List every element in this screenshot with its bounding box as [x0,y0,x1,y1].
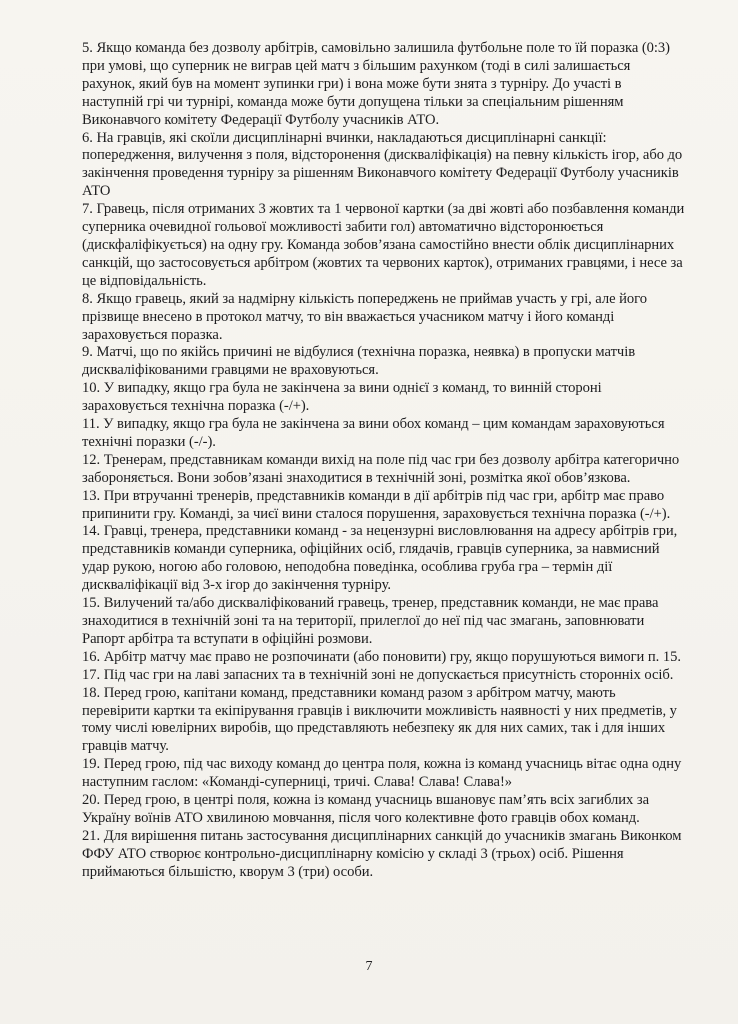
paragraph-item-21: 21. Для вирішення питань застосування дисциплінарних санкцій до учасників змагань Виконком ФФУ АТО створює контрольно-дисциплінарну комісію у складі 3 (трьох) осіб. Рішення приймаються більшістю, кворум 3 (три) особи. [82,827,682,880]
paragraph-item-9: 9. Матчі, що по якійсь причині не відбулися (технічна поразка, неявка) в пропуски матчів дискваліфікованими гравцями не враховуються. [82,344,636,379]
paragraph-item-10: 10. У випадку, якщо гра була не закінчена за вини однієї з команд, то винній стороні зараховується технічна поразка (-/+). [82,380,602,415]
paragraph-item-11: 11. У випадку, якщо гра була не закінчена за вини обох команд – цим командам зараховуються технічні поразки (-/-). [82,416,665,450]
paragraph-item-15: 15. Вилучений та/або дискваліфікований гравець, тренер, представник команди, не має права знаходитися в технічній зоні та на території, прилеглої до неї під час змагань, заповнювати Рапорт арбітра та вступати в офіційні розмови. [82,595,659,647]
paragraph-item-7: 7. Гравець, після отриманих 3 жовтих та 1 червоної картки (за дві жовті або позбавлення команди суперника очевидної гольової можливості забити гол) автоматично відсторонюється (дискфаліфікується) на одну гру. Команда зобов’язана самостійно внести облік дисциплінарних санкцій, що застосовується арбітром (жовтих та червоних карток), отриманих гравцями, і несе за це відповідальність. [82,201,685,289]
paragraph-item-17: 17. Під час гри на лаві запасних та в технічній зоні не допускається присутність сторонніх осіб. [82,666,674,683]
document-body [82,40,686,882]
paragraph-item-19: 19. Перед грою, під час виходу команд до центра поля, кожна із команд учасниць вітає одна одну наступним гаслом: «Команді-суперниці, тричі. Слава! Слава! Слава!» [82,756,682,791]
paragraph-item-14: 14. Гравці, тренера, представники команд - за нецензурні висловлювання на адресу арбітрів гри, представників команди суперника, офіційних осіб, глядачів, гравців суперника, за навмисний удар рукою, ногою або головою, неподобна поведінка, особлива груба гра – термін дії дискваліфікації від 3-х ігор до закінчення турніру. [82,523,678,594]
paragraph-item-16: 16. Арбітр матчу має право не розпочинати (або поновити) гру, якщо порушуються вимоги п. 15. [82,648,681,665]
paragraph-item-6: 6. На гравців, які скоїли дисциплінарні вчинки, накладаються дисциплінарні санкції: попередження, вилучення з поля, відсторонення (дискваліфікація) на певну кількість ігор, або до закінчення проведення турніру за рішенням Виконавчого комітету Федерації Футболу учасників АТО [82,129,683,200]
paragraph-item-18: 18. Перед грою, капітани команд, представники команд разом з арбітром матчу, мають перевірити картки та екіпірування гравців і виключити можливість наявності у них предметів, у тому числі ювелірних виробів, що представляють небезпеку як для них самих, так і для інших гравців матчу. [82,684,677,755]
paragraph-item-12: 12. Тренерам, представникам команди вихід на поле під час гри без дозволу арбітра категорично забороняється. Вони зобов’язані знаходитися в технічній зоні, розмітка якої обов’язкова. [82,451,680,486]
paragraph-item-20: 20. Перед грою, в центрі поля, кожна із команд учасниць вшановує пам’ять всіх загиблих за Україну воїнів АТО хвилиною мовчання, після чого колективне фото гравців обох команд. [82,792,650,826]
paragraph-item-13: 13. При втручанні тренерів, представників команди в дії арбітрів під час гри, арбітр має право припинити гру. Команді, за чиєї вини сталося порушення, зараховується технічна поразка (-/+). [82,487,671,522]
paragraph-item-8: 8. Якщо гравець, який за надмірну кількість попереджень не приймав участь у грі, але його прізвище внесено в протокол матчу, то він вважається учасником матчу і його команді зараховується поразка. [82,290,647,343]
page-number: 7 [365,959,373,974]
paragraph-item-5: 5. Якщо команда без дозволу арбітрів, самовільно залишила футбольне поле то їй поразка (0:3) при умові, що суперник не виграв цей матч з більшим рахунком (тоді в силі залишається рахунок, який був на момент зупинки гри) і вона може бути знята з турніру. До участі в наступній грі чи турнірі, команда може бути допущена тільки за спеціальним рішенням Виконавчого комітету Федерації Футболу учасників АТО. [82,40,670,128]
